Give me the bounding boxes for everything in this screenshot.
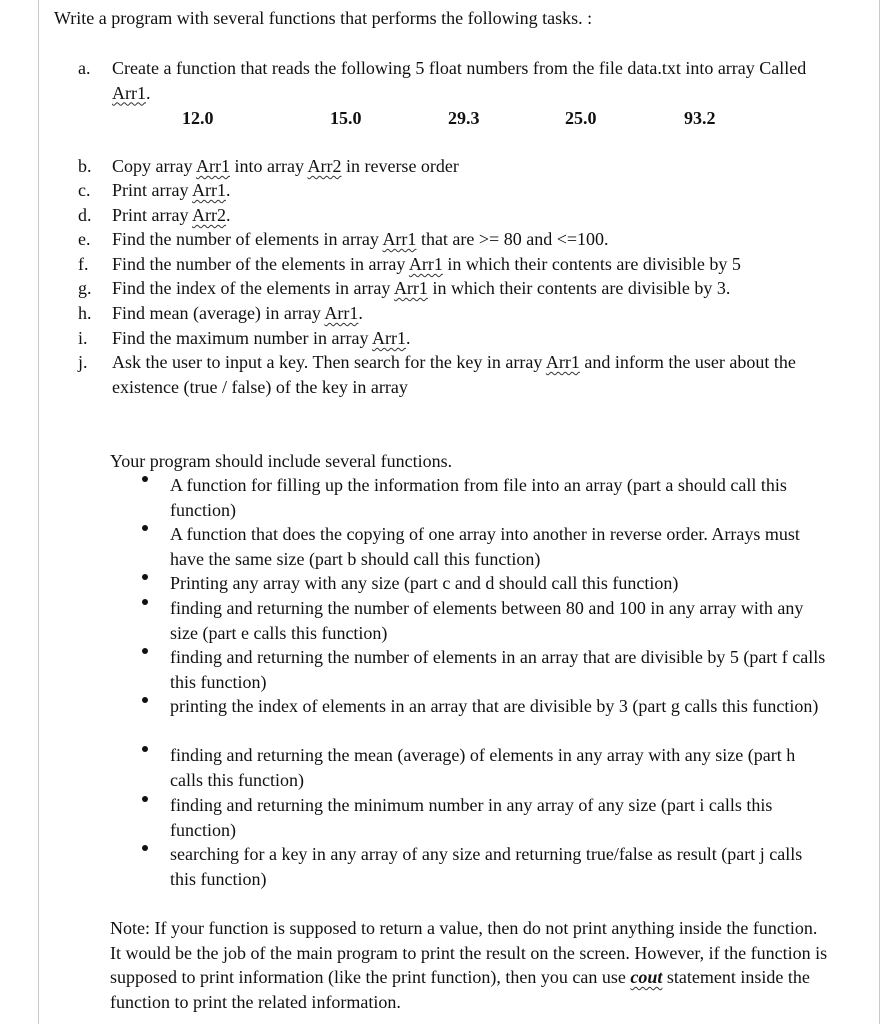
function-item: finding and returning the mean (average) of elements in any array with any size (part h calls this function) bbox=[170, 745, 796, 790]
task-text: Find the number of elements in array Arr1 that are >= 80 and <=100. bbox=[112, 229, 609, 249]
task-text: Print array Arr2. bbox=[112, 205, 231, 225]
function-item: finding and returning the number of elements in an array that are divisible by 5 (part f calls this function) bbox=[170, 647, 826, 692]
function-item: printing the index of elements in an array that are divisible by 3 (part g calls this function) bbox=[170, 696, 819, 716]
task-label: b. bbox=[78, 156, 92, 176]
task-text: Find the maximum number in array Arr1. bbox=[112, 328, 411, 348]
function-item: Printing any array with any size (part c and d should call this function) bbox=[170, 573, 679, 593]
bullet-icon bbox=[142, 746, 148, 752]
task-label: j. bbox=[78, 352, 88, 372]
function-item: searching for a key in any array of any size and returning true/false as result (part j calls this function) bbox=[170, 844, 803, 889]
bullet-icon bbox=[142, 525, 148, 531]
bullet-icon bbox=[142, 599, 148, 605]
array-name: Arr1 bbox=[382, 229, 417, 249]
task-label: f. bbox=[78, 254, 89, 274]
bullet-icon bbox=[142, 648, 148, 654]
bullet-icon bbox=[142, 697, 148, 703]
task-text: Ask the user to input a key. Then search for the key in array Arr1 and inform the user about the existence (true / false) of the key in array bbox=[112, 352, 796, 397]
task-label: c. bbox=[78, 180, 91, 200]
bullet-icon bbox=[142, 796, 148, 802]
number-value: 15.0 bbox=[330, 108, 362, 128]
function-item: finding and returning the minimum number in any array of any size (part i calls this function) bbox=[170, 795, 773, 840]
array-name: Arr1 bbox=[371, 328, 406, 348]
number-value: 29.3 bbox=[448, 108, 480, 128]
bullet-icon bbox=[142, 574, 148, 580]
task-label: d. bbox=[78, 205, 92, 225]
task-text: Print array Arr1. bbox=[112, 180, 231, 200]
code-keyword: cout bbox=[630, 967, 663, 987]
array-name: Arr2 bbox=[191, 205, 226, 225]
array-name: Arr2 bbox=[307, 156, 342, 176]
function-item: A function for filling up the information from file into an array (part a should call this function) bbox=[170, 475, 787, 520]
task-label: h. bbox=[78, 303, 92, 323]
task-text: Find mean (average) in array Arr1. bbox=[112, 303, 363, 323]
task-label: a. bbox=[78, 58, 91, 78]
bullet-icon bbox=[142, 845, 148, 851]
array-name: Arr1 bbox=[393, 278, 428, 298]
number-value: 93.2 bbox=[684, 108, 716, 128]
function-item: finding and returning the number of elements between 80 and 100 in any array with any size (part e calls this function) bbox=[170, 598, 804, 643]
array-name: Arr1 bbox=[408, 254, 443, 274]
array-name: Arr1 bbox=[191, 180, 226, 200]
array-name: Arr1 bbox=[195, 156, 230, 176]
array-name: Arr1 bbox=[112, 82, 146, 103]
function-item: A function that does the copying of one array into another in reverse order. Arrays must have the same size (part b should call this function) bbox=[170, 524, 800, 569]
array-name: Arr1 bbox=[324, 303, 359, 323]
bullet-icon bbox=[142, 476, 148, 482]
task-text: Find the number of the elements in array Arr1 in which their contents are divisible by 5 bbox=[112, 254, 741, 274]
number-value: 12.0 bbox=[182, 108, 214, 128]
task-label: i. bbox=[78, 328, 88, 348]
array-name: Arr1 bbox=[545, 352, 580, 372]
task-text: Find the index of the elements in array Arr1 in which their contents are divisible by 3. bbox=[112, 278, 731, 298]
task-text: Copy array Arr1 into array Arr2 in reverse order bbox=[112, 156, 459, 176]
functions-intro: Your program should include several functions. bbox=[110, 451, 453, 471]
task-text: Create a function that reads the following 5 float numbers from the file data.txt into array Called Arr1. bbox=[112, 58, 807, 103]
task-label: g. bbox=[78, 278, 92, 298]
assignment-title: Write a program with several functions that performs the following tasks. : bbox=[54, 8, 593, 28]
task-label: e. bbox=[78, 229, 91, 249]
number-value: 25.0 bbox=[565, 108, 597, 128]
note-paragraph: Note: If your function is supposed to return a value, then do not print anything inside the function. It would be the job of the main program to print the result on the screen. However, if the function is supposed to print information (like the print function), then you can use cout statement inside the function to print the related information. bbox=[110, 918, 828, 1012]
